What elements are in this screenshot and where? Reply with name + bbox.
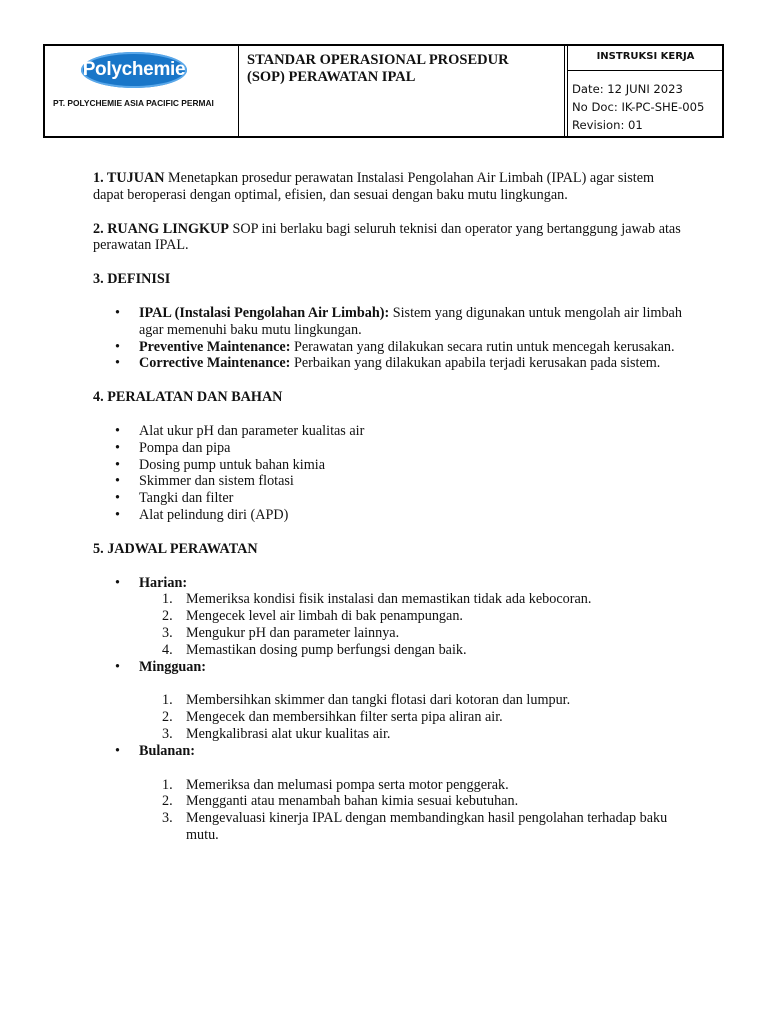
step-text: Mengganti atau menambah bahan kimia sesuai kebutuhan.: [186, 793, 519, 810]
list-item: 3. Mengkalibrasi alat ukur kualitas air.: [162, 725, 391, 742]
divider: [567, 70, 724, 71]
schedule-list: [93, 575, 683, 592]
section-heading: 2. RUANG LINGKUP: [93, 220, 229, 237]
schedule-weekly: [139, 659, 683, 676]
logo-cell: [45, 46, 238, 136]
definition-term: Preventive Maintenance:: [139, 338, 291, 355]
step-text: Memastikan dosing pump berfungsi dengan baik.: [186, 641, 467, 658]
company-name: PT. POLYCHEMIE ASIA PACIFIC PERMAI: [53, 98, 214, 108]
list-item: 1. Membersihkan skimmer dan tangki flotasi dari kotoran dan lumpur.: [162, 692, 571, 709]
step-text: Mengevaluasi kinerja IPAL dengan membandingkan hasil pengolahan terhadap baku mutu.: [186, 810, 668, 843]
schedule-daily: [139, 575, 683, 592]
list-item: 1. Memeriksa kondisi fisik instalasi dan memastikan tidak ada kebocoran.: [162, 591, 592, 608]
document-header: [43, 44, 724, 138]
list-item: • Tangki dan filter: [139, 490, 683, 507]
list-item: 2. Mengganti atau menambah bahan kimia sesuai kebutuhan.: [162, 793, 519, 810]
definition-desc: Perbaikan yang dilakukan apabila terjadi kerusakan pada sistem.: [290, 355, 661, 372]
daily-steps: [93, 591, 683, 658]
definition-list: [93, 305, 683, 372]
list-item: • Dosing pump untuk bahan kimia: [139, 457, 683, 474]
section-ruang-lingkup: [93, 221, 683, 255]
section-text: Menetapkan prosedur perawatan Instalasi Pengolahan Air Limbah (IPAL) agar sistem dapat beroperasi dengan optimal, efisien, dan sesuai dengan baku mutu lingkungan.: [93, 170, 655, 203]
list-item: 2. Mengecek level air limbah di bak penampungan.: [162, 608, 463, 625]
section-heading-jadwal: 5. JADWAL PERAWATAN: [93, 540, 258, 557]
list-item: 3. Mengevaluasi kinerja IPAL dengan membandingkan hasil pengolahan terhadap baku mutu.: [162, 810, 668, 843]
section-text: SOP ini berlaku bagi seluruh teknisi dan operator yang bertanggung jawab atas perawatan IPAL.: [93, 220, 681, 254]
weekly-steps: [93, 692, 683, 742]
list-item: • Alat pelindung diri (APD): [139, 507, 683, 524]
step-text: Memeriksa dan melumasi pompa serta motor penggerak.: [186, 776, 509, 793]
list-item: • Skimmer dan sistem flotasi: [139, 473, 683, 490]
step-text: Mengecek level air limbah di bak penampungan.: [186, 608, 463, 625]
definition-term: Corrective Maintenance:: [139, 355, 291, 372]
list-item: 3. Mengukur pH dan parameter lainnya.: [162, 624, 400, 641]
definition-desc: Perawatan yang dilakukan secara rutin untuk mencegah kerusakan.: [290, 338, 675, 355]
monthly-steps: [93, 777, 683, 844]
step-text: Mengukur pH dan parameter lainnya.: [186, 624, 400, 641]
divider: [238, 46, 239, 136]
list-item: [139, 305, 683, 339]
section-heading-peralatan: 4. PERALATAN DAN BAHAN: [93, 389, 283, 406]
logo-text: Polychemie: [82, 59, 186, 80]
divider: [564, 46, 565, 136]
document-type: INSTRUKSI KERJA: [596, 51, 695, 62]
list-item: 1. Memeriksa dan melumasi pompa serta motor penggerak.: [162, 776, 509, 793]
document-meta: [572, 80, 704, 134]
list-item: 2. Mengecek dan membersihkan filter serta pipa aliran air.: [162, 709, 503, 726]
schedule-monthly: [139, 743, 683, 760]
document-number: No Doc: IK-PC-SHE-005: [572, 100, 705, 114]
step-text: Mengecek dan membersihkan filter serta pipa aliran air.: [186, 709, 503, 726]
equipment-list: [93, 423, 683, 524]
document-date: Date: 12 JUNI 2023: [572, 82, 683, 96]
definition-term: IPAL (Instalasi Pengolahan Air Limbah):: [139, 304, 390, 321]
schedule-label: Bulanan:: [139, 742, 195, 759]
list-item: [139, 339, 683, 356]
document-body: [93, 170, 683, 844]
step-text: Memeriksa kondisi fisik instalasi dan memastikan tidak ada kebocoran.: [186, 591, 592, 608]
step-text: Mengkalibrasi alat ukur kualitas air.: [186, 725, 391, 742]
definition-desc: Sistem yang digunakan untuk mengolah air limbah agar memenuhi baku mutu lingkungan.: [139, 304, 682, 338]
section-heading: 1. TUJUAN: [93, 170, 165, 186]
step-text: Membersihkan skimmer dan tangki flotasi dari kotoran dan lumpur.: [186, 692, 571, 709]
list-item: • Pompa dan pipa: [139, 440, 683, 457]
document-revision: Revision: 01: [572, 118, 643, 132]
schedule-list: [93, 659, 683, 676]
document-title: STANDAR OPERASIONAL PROSEDUR (SOP) PERAWATAN IPAL: [247, 52, 509, 85]
section-heading-definisi: 3. DEFINISI: [93, 271, 171, 288]
section-tujuan: [93, 170, 683, 204]
list-item: 4. Memastikan dosing pump berfungsi dengan baik.: [162, 641, 467, 658]
schedule-label: Mingguan:: [139, 658, 207, 675]
schedule-label: Harian:: [139, 574, 188, 591]
list-item: • Alat ukur pH dan parameter kualitas air: [139, 423, 683, 440]
schedule-list: [93, 743, 683, 760]
company-logo: [81, 52, 187, 88]
list-item: [139, 355, 683, 372]
